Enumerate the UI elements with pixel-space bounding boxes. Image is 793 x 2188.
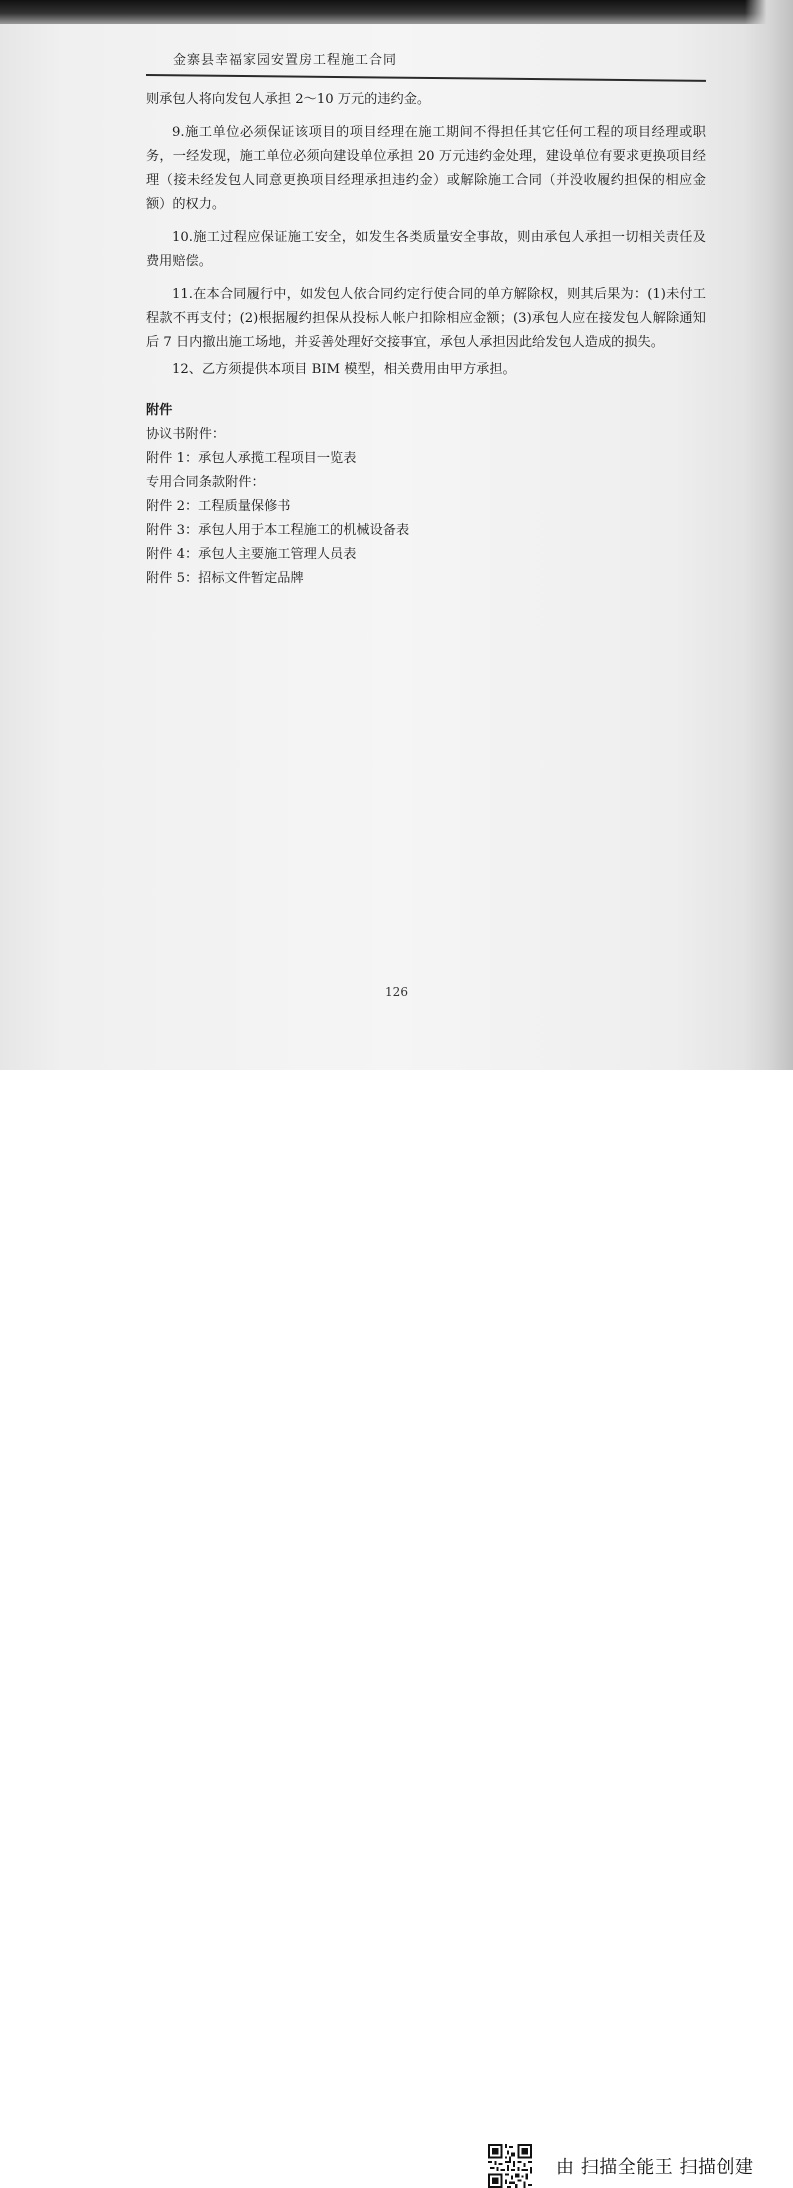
scanner-watermark-text: 由 扫描全能王 扫描创建 [556,2157,754,2178]
paragraph-continuation: 则承包人将向发包人承担 2～10 万元的违约金。 [146,92,431,107]
scan-shadow-right [745,0,793,1070]
header-rule [146,74,706,82]
attachment-line: 专用合同条款附件： [146,475,265,490]
clause-9: 9.施工单位必须保证该项目的项目经理在施工期间不得担任其它任何工程的项目经理或职务，一经发现，施工单位必须向建设单位承担 20 万元违约金处理，建设单位有要求更换项目经理（接未经发包人同意更换项目经理承担违约金）或解除施工合同（并没收履约担保的相应金额）的权力。 [146,125,706,212]
qr-code-icon [488,2144,532,2188]
clause-10: 10.施工过程应保证施工安全，如发生各类质量安全事故，则由承包人承担一切相关责任及费用赔偿。 [146,230,706,269]
scanner-footer [0,1070,793,2178]
attachment-line: 附件 5：招标文件暂定品牌 [146,571,304,586]
running-header-title: 金寨县幸福家园安置房工程施工合同 [173,53,398,68]
attachment-line: 附件 4：承包人主要施工管理人员表 [146,547,357,562]
clause-12: 12、乙方须提供本项目 BIM 模型，相关费用由甲方承担。 [172,362,516,377]
attachment-line: 协议书附件： [146,427,226,442]
clause-11: 11.在本合同履行中，如发包人依合同约定行使合同的单方解除权，则其后果为：(1)未付工程款不再支付；(2)根据履约担保从投标人帐户扣除相应金额；(3)承包人应在接发包人解除通知后 7 日内撤出施工场地，并妥善处理好交接事宜，承包人承担因此给发包人造成的损失。 [146,287,706,350]
attachment-line: 附件 1：承包人承揽工程项目一览表 [146,451,357,466]
scanned-page [0,0,793,1070]
attachment-line: 附件 2：工程质量保修书 [146,499,291,514]
attachment-line: 附件 3：承包人用于本工程施工的机械设备表 [146,523,410,538]
attachments-heading: 附件 [146,403,173,418]
page-body [146,88,706,591]
scan-shadow-top [0,0,793,24]
page-number: 126 [385,985,408,999]
